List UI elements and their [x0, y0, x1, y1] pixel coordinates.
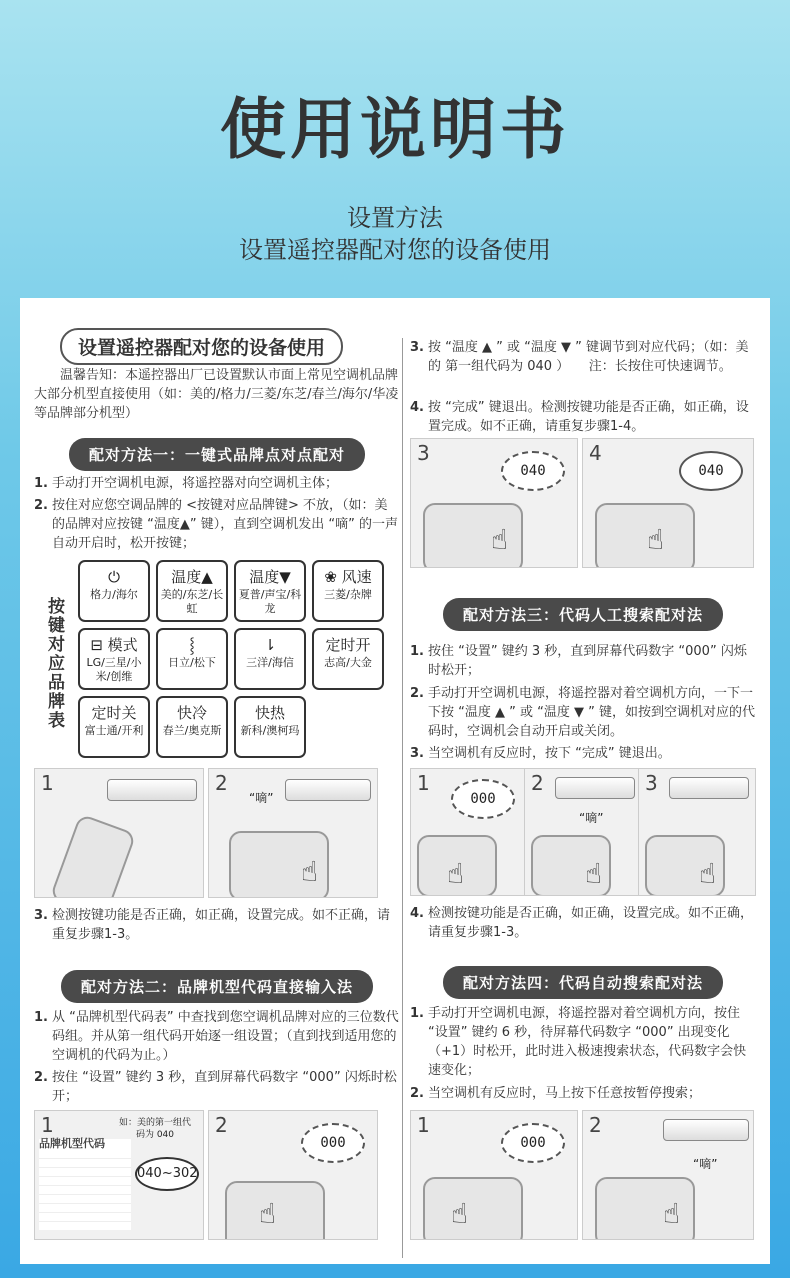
- column-divider: [402, 338, 403, 1258]
- key-brand-label: 富士通/开利: [84, 724, 144, 737]
- panel-number: 1: [41, 771, 54, 795]
- beep-label: “嘀”: [693, 1157, 718, 1171]
- remote-icon: [423, 1177, 523, 1240]
- m2-step-1-text: 从 “品牌机型代码表” 中查找到您空调机品牌对应的三位数代码组。并从第一组代码开始逐一组设置；（直到找到适用您的空调机的代码为止。）: [52, 1010, 399, 1063]
- code-highlight: 040~302: [135, 1157, 199, 1191]
- manual-sheet: [20, 298, 770, 1264]
- air-conditioner-icon: [285, 779, 371, 801]
- subtitle-1: 设置方法: [347, 204, 443, 232]
- panel-number: 4: [589, 441, 602, 465]
- key-icon: 温度▼: [249, 568, 291, 586]
- m2-step-3-text: 按 “温度 ▲ ” 或 “温度 ▼ ” 键调节到对应代码；（如：美的 第一组代码为 040 ） 注：长按住可快速调节。: [428, 340, 749, 374]
- m2-step-2: 2. 按住 “设置” 键约 3 秒，直到屏幕代码数字 “000” 闪烁时松开；: [34, 1068, 400, 1106]
- panel-number: 2: [531, 771, 544, 795]
- brand-key-6: [234, 628, 306, 690]
- m3-step-4: 4. 检测按键功能是否正确，如正确，设置完成。如不正确，请重复步骤1-3。: [410, 904, 756, 942]
- panel-number: 3: [645, 771, 658, 795]
- m2-panel-1: [34, 1110, 204, 1240]
- key-brand-label: LG/三星/小米/创维: [86, 656, 142, 683]
- method-1-title: 配对方法一：一键式品牌点对点配对: [69, 438, 365, 471]
- brand-key-2: [234, 560, 306, 622]
- m1-step-3-text: 检测按键功能是否正确，如正确，设置完成。如不正确，请重复步骤1-3。: [52, 908, 391, 942]
- lcd-display: 000: [301, 1123, 365, 1163]
- m2-step-4-text: 按 “完成” 键退出。检测按键功能是否正确，如正确，设置完成。如不正确，请重复步骤1-4。: [428, 400, 749, 434]
- m2-panel-2: [208, 1110, 378, 1240]
- m1-step-2-text: 按住对应您空调品牌的 <按键对应品牌键> 不放，（如：美的品牌对应按键 “温度▲” 键），直到空调机发出 “嘀” 的一声自动开启时，松开按键；: [52, 498, 398, 551]
- m1-panel-2: [208, 768, 378, 898]
- m4-panel-2: [582, 1110, 754, 1240]
- m3-panel-3: [638, 768, 756, 896]
- key-brand-label: 春兰/奥克斯: [162, 724, 222, 737]
- hand-pointer-icon: ☝: [663, 1197, 681, 1230]
- key-brand-label: 志高/大金: [324, 656, 372, 669]
- panel-number: 3: [417, 441, 430, 465]
- key-brand-label: 三菱/杂牌: [324, 588, 372, 601]
- key-brand-label: 夏普/声宝/科龙: [238, 588, 302, 615]
- brand-key-5: [156, 628, 228, 690]
- m1-step-1-text: 手动打开空调机电源，将遥控器对向空调机主体；: [52, 476, 339, 491]
- key-brand-label: 美的/东芝/长虹: [160, 588, 224, 615]
- m4-step-1: 1. 手动打开空调机电源，将遥控器对着空调机方向，按住 “设置” 键约 6 秒，待屏幕代码数字 “000” 出现变化（+1）时松开，此时进入极速搜索状态，代码数字会快速变化；: [410, 1004, 756, 1080]
- m1-panel-1: [34, 768, 204, 898]
- key-icon: ⊟ 模式: [90, 636, 138, 654]
- panel-number: 1: [41, 1113, 54, 1137]
- key-brand-label: 格力/海尔: [90, 588, 138, 601]
- key-icon: 定时开: [325, 636, 371, 654]
- method-4-title: 配对方法四：代码自动搜索配对法: [443, 966, 723, 999]
- air-conditioner-icon: [663, 1119, 749, 1141]
- key-icon: 温度▲: [171, 568, 213, 586]
- m1-step-2: 2. 按住对应您空调品牌的 <按键对应品牌键> 不放，（如：美的品牌对应按键 “温度▲” 键），直到空调机发出 “嘀” 的一声自动开启时，松开按键；: [34, 496, 400, 553]
- remote-icon: [49, 813, 136, 898]
- key-icon: 快热: [254, 704, 285, 722]
- m1-step-1: 1. 手动打开空调机电源，将遥控器对向空调机主体；: [34, 476, 339, 491]
- subtitle-2: 设置遥控器配对您的设备使用: [239, 236, 551, 264]
- m3-step-2: 2. 手动打开空调机电源，将遥控器对着空调机方向，一下一下按 “温度 ▲ ” 或 “温度 ▼ ” 键，如按到空调机对应的代码时，空调机会自动开启或关闭。: [410, 686, 755, 739]
- m1-step-3: 3. 检测按键功能是否正确，如正确，设置完成。如不正确，请重复步骤1-3。: [34, 906, 400, 944]
- key-brand-label: 日立/松下: [168, 656, 216, 669]
- page-title: 使用说明书: [220, 91, 570, 168]
- lcd-display: 000: [451, 779, 515, 819]
- m3-panel-1: [410, 768, 528, 896]
- hand-pointer-icon: ☝: [647, 523, 665, 556]
- air-conditioner-icon: [555, 777, 635, 799]
- key-brand-label: 新科/澳柯玛: [240, 724, 300, 737]
- panel-number: 1: [417, 1113, 430, 1137]
- lcd-display: 000: [501, 1123, 565, 1163]
- panel-number: 2: [215, 1113, 228, 1137]
- brand-key-4: [78, 628, 150, 690]
- m3-step-1-text: 按住 “设置” 键约 3 秒，直到屏幕代码数字 “000” 闪烁时松开；: [428, 644, 747, 678]
- m2-panel-4: [582, 438, 754, 568]
- hand-pointer-icon: ☝: [451, 1197, 469, 1230]
- remote-icon: [595, 503, 695, 568]
- key-icon: ❀ 风速: [324, 568, 372, 586]
- lcd-display: 040: [501, 451, 565, 491]
- right-column: [410, 298, 756, 1264]
- hand-pointer-icon: ☝: [491, 523, 509, 556]
- panel-number: 2: [215, 771, 228, 795]
- key-icon: ⇂: [263, 636, 277, 654]
- m3-step-4-text: 检测按键功能是否正确，如正确，设置完成。如不正确，请重复步骤1-3。: [428, 906, 754, 940]
- key-brand-label: 三洋/海信: [246, 656, 294, 669]
- m3-panel-2: [524, 768, 642, 896]
- m3-step-1: 1. 按住 “设置” 键约 3 秒，直到屏幕代码数字 “000” 闪烁时松开；: [410, 642, 756, 680]
- key-icon: ⏻: [108, 568, 120, 586]
- m2-panel-3: [410, 438, 578, 568]
- beep-label: “嘀”: [249, 791, 274, 805]
- lcd-display: 040: [679, 451, 743, 491]
- brand-key-9: [156, 696, 228, 758]
- m3-step-2-text: 手动打开空调机电源，将遥控器对着空调机方向，一下一下按 “温度 ▲ ” 或 “温度 ▼ ” 键，如按到空调机对应的代码时，空调机会自动开启或关闭。: [428, 686, 755, 739]
- method-2-title: 配对方法二：品牌机型代码直接输入法: [61, 970, 373, 1003]
- code-table-image: [39, 1139, 131, 1230]
- hand-pointer-icon: ☝: [301, 855, 319, 888]
- brand-key-10: [234, 696, 306, 758]
- m3-step-3-text: 当空调机有反应时，按下 “完成” 键退出。: [428, 746, 671, 761]
- brand-key-table-label: 按键对应品牌表: [48, 597, 65, 731]
- notice-text: 温馨告知：本遥控器出厂已设置默认市面上常见空调机品牌大部分机型直接使用（如：美的/格力/三菱/东芝/春兰/海尔/华凌等品牌部分机型）: [34, 368, 399, 421]
- beep-label: “嘀”: [579, 811, 604, 825]
- key-icon: 定时关: [91, 704, 137, 722]
- hand-pointer-icon: ☝: [259, 1197, 277, 1230]
- brand-key-3: [312, 560, 384, 622]
- m4-step-2-text: 当空调机有反应时，马上按下任意按暂停搜索；: [428, 1086, 702, 1101]
- air-conditioner-icon: [107, 779, 197, 801]
- brand-key-8: [78, 696, 150, 758]
- m2-step-2-text: 按住 “设置” 键约 3 秒，直到屏幕代码数字 “000” 闪烁时松开；: [52, 1070, 397, 1104]
- m2-step-4: 4. 按 “完成” 键退出。检测按键功能是否正确，如正确，设置完成。如不正确，请重复步骤1-4。: [410, 398, 756, 436]
- code-table-title: 品牌机型代码: [39, 1137, 105, 1150]
- m2-step-3: 3. 按 “温度 ▲ ” 或 “温度 ▼ ” 键调节到对应代码；（如：美的 第一组代码为 040 ） 注：长按住可快速调节。: [410, 338, 756, 376]
- hand-pointer-icon: ☝: [447, 857, 465, 890]
- panel-number: 1: [417, 771, 430, 795]
- hand-pointer-icon: ☝: [585, 857, 603, 890]
- air-conditioner-icon: [669, 777, 749, 799]
- m4-step-2: 2. 当空调机有反应时，马上按下任意按暂停搜索；: [410, 1086, 702, 1101]
- hero: [0, 0, 790, 298]
- code-note: 如：美的第一组代码为 040: [118, 1118, 191, 1140]
- key-icon: ⸾: [189, 636, 195, 654]
- left-column: [34, 298, 400, 1264]
- panel-number: 2: [589, 1113, 602, 1137]
- key-icon: 快冷: [176, 704, 207, 722]
- m2-step-1: 1. 从 “品牌机型代码表” 中查找到您空调机品牌对应的三位数代码组。并从第一组代码开始逐一组设置；（直到找到适用您的空调机的代码为止。）: [34, 1010, 399, 1063]
- brand-key-0: [78, 560, 150, 622]
- m4-panel-1: [410, 1110, 578, 1240]
- brand-key-1: [156, 560, 228, 622]
- method-3-title: 配对方法三：代码人工搜索配对法: [443, 598, 723, 631]
- brand-key-7: [312, 628, 384, 690]
- section-pill: 设置遥控器配对您的设备使用: [60, 328, 343, 365]
- hand-pointer-icon: ☝: [699, 857, 717, 890]
- m4-step-1-text: 手动打开空调机电源，将遥控器对着空调机方向，按住 “设置” 键约 6 秒，待屏幕代码数字 “000” 出现变化（+1）时松开，此时进入极速搜索状态，代码数字会快速变化；: [428, 1006, 747, 1078]
- m3-step-3: 3. 当空调机有反应时，按下 “完成” 键退出。: [410, 746, 671, 761]
